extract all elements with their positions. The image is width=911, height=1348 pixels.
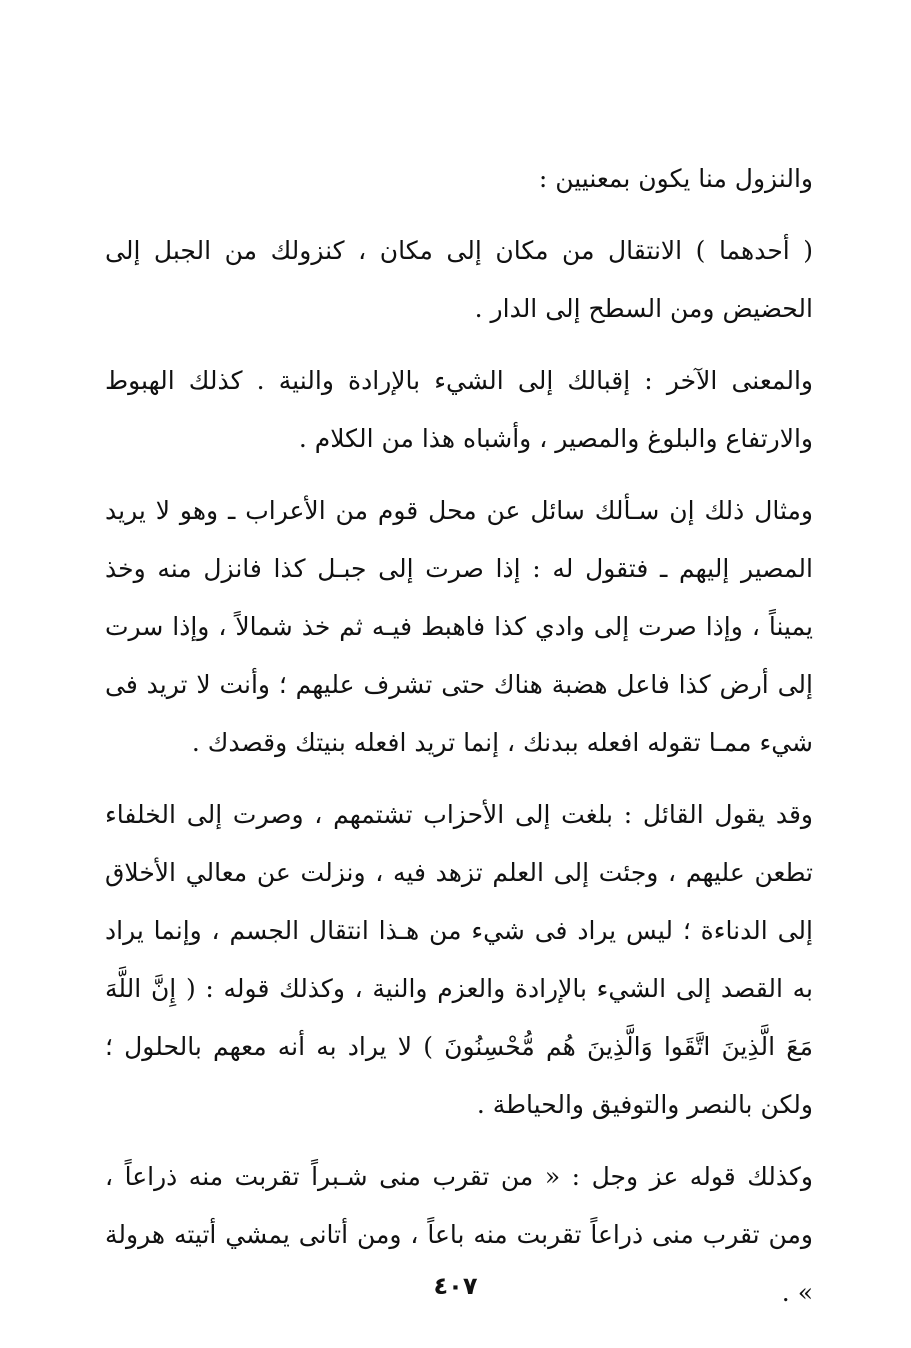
paragraph-6: وكذلك قوله عز وجل : « من تقرب منى شـبراً تقربت منه ذراعاً ، ومن تقرب منى ذراعاً تقربت منه باعاً ، ومن أتانى يمشي أتيته هرولة » . [105, 1162, 813, 1307]
page-text [105, 150, 813, 1322]
paragraph-5: وقد يقول القائل : بلغت إلى الأحزاب تشتمهم ، وصرت إلى الخلفاء تطعن عليهم ، وجئت إلى العلم تزهد فيه ، ونزلت عن معالي الأخلاق إلى الدناءة ؛ ليس يراد فى شيء من هـذا انتقال الجسم ، وإنما يراد به القصد إلى الشيء بالإرادة والعزم والنية ، وكذلك قوله : ( إِنَّ اللَّهَ مَعَ الَّذِينَ اتَّقَوا وَالَّذِينَ هُم مُّحْسِنُونَ ) لا يراد به أنه معهم بالحلول ؛ ولكن بالنصر والتوفيق والحياطة . [105, 800, 813, 1119]
page-number: ٤٠٧ [433, 1272, 478, 1300]
paragraph-2: ( أحدهما ) الانتقال من مكان إلى مكان ، كنزولك من الجبل إلى الحضيض ومن السطح إلى الدار . [105, 236, 813, 323]
paragraph-4: ومثال ذلك إن سـألك سائل عن محل قوم من الأعراب ـ وهو لا يريد المصير إليهم ـ فتقول له : إذا صرت إلى جبـل كذا فانزل منه وخذ يميناً ، وإذا صرت إلى وادي كذا فاهبط فيـه ثم خذ شمالاً ، وإذا سرت إلى أرض كذا فاعل هضبة هناك حتى تشرف عليهم ؛ وأنت لا تريد فى شيء ممـا تقوله افعله ببدنك ، إنما تريد افعله بنيتك وقصدك . [105, 496, 813, 757]
paragraph-3: والمعنى الآخر : إقبالك إلى الشيء بالإرادة والنية . كذلك الهبوط والارتفاع والبلوغ والمصير ، وأشباه هذا من الكلام . [105, 366, 813, 453]
paragraph-1: والنزول منا يكون بمعنيين : [538, 164, 813, 193]
